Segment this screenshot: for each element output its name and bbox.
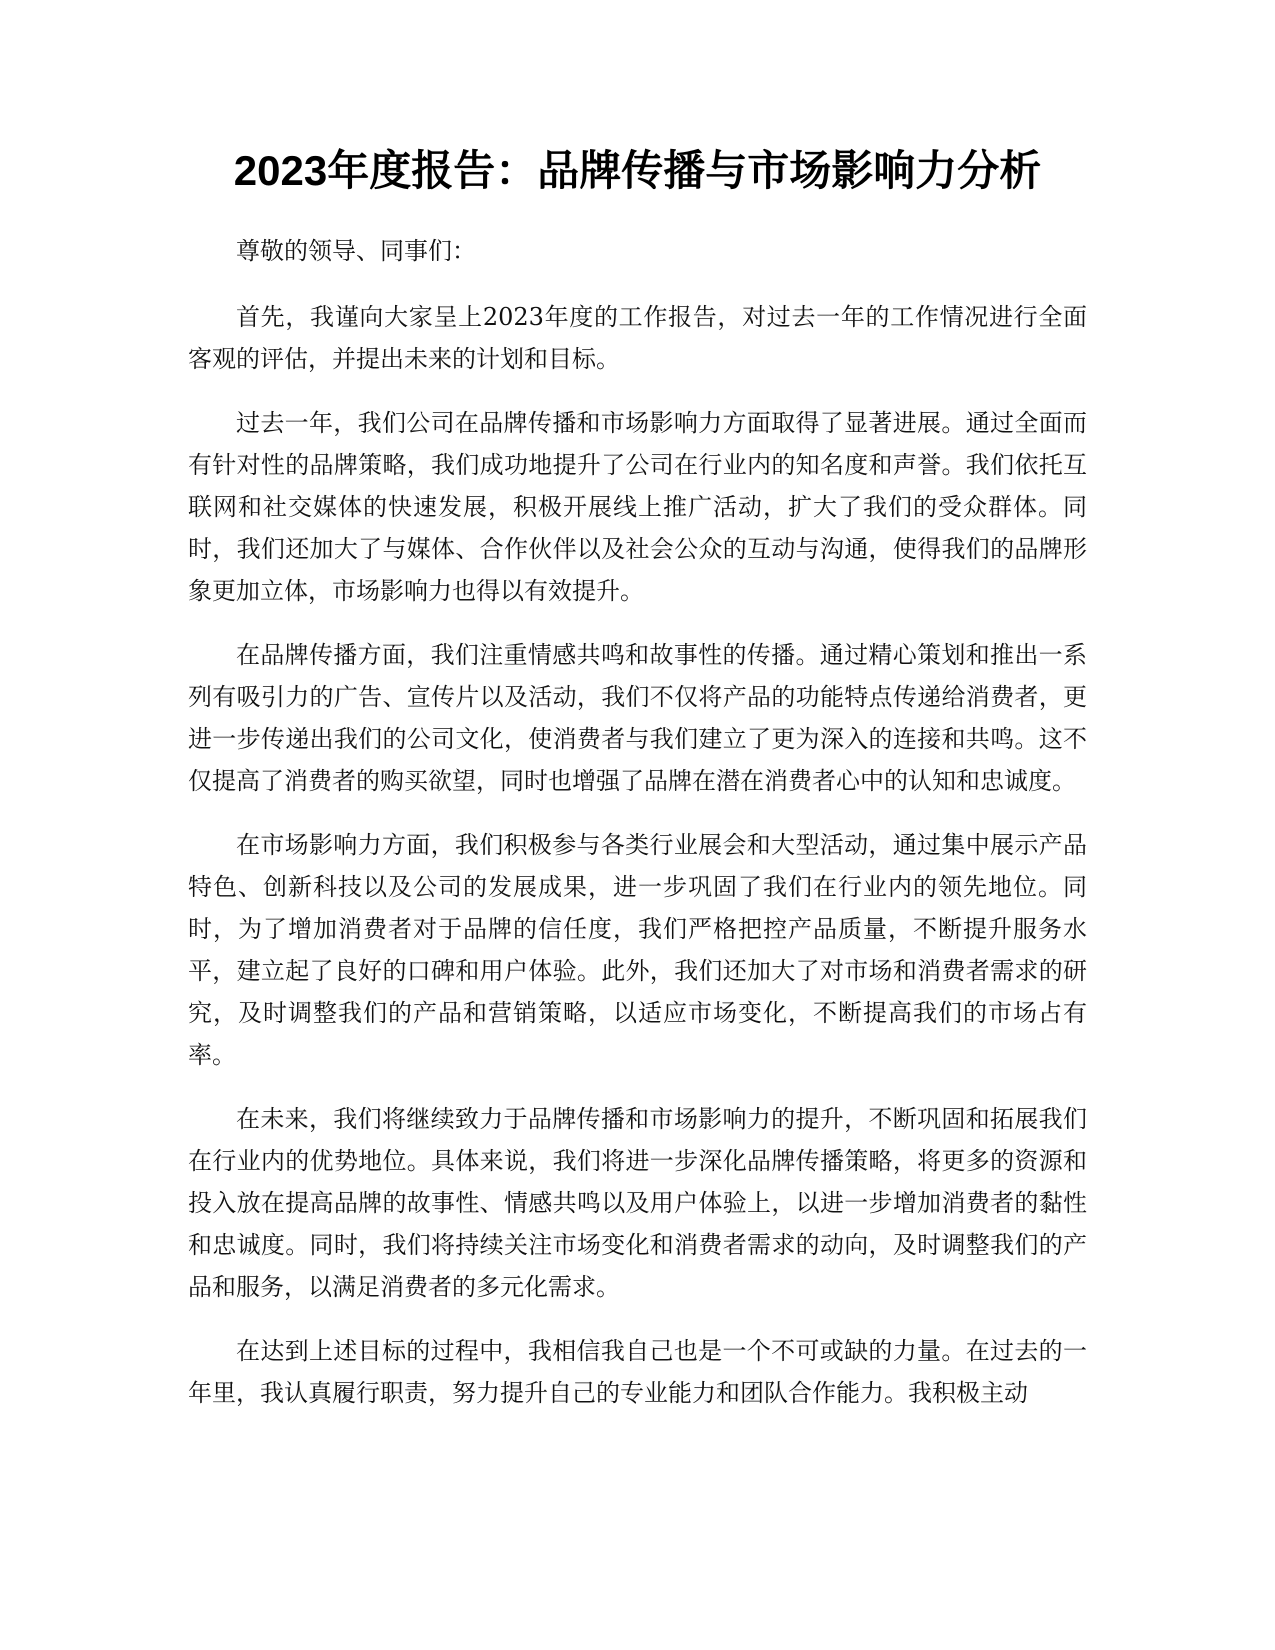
market-influence-paragraph: 在市场影响力方面，我们积极参与各类行业展会和大型活动，通过集中展示产品特色、创新科技以及公司的发展成果，进一步巩固了我们在行业内的领先地位。同时，为了增加消费者对于品牌的信任度，我们严格把控产品质量，不断提升服务水平，建立起了良好的口碑和用户体验。此外，我们还加大了对市场和消费者需求的研究，及时调整我们的产品和营销策略，以适应市场变化，不断提高我们的市场占有率。 — [188, 831, 1087, 1069]
personal-contribution-paragraph: 在达到上述目标的过程中，我相信我自己也是一个不可或缺的力量。在过去的一年里，我认真履行职责，努力提升自己的专业能力和团队合作能力。我积极主动 — [188, 1337, 1087, 1407]
review-paragraph: 过去一年，我们公司在品牌传播和市场影响力方面取得了显著进展。通过全面而有针对性的品牌策略，我们成功地提升了公司在行业内的知名度和声誉。我们依托互联网和社交媒体的快速发展，积极开展线上推广活动，扩大了我们的受众群体。同时，我们还加大了与媒体、合作伙伴以及社会公众的互动与沟通，使得我们的品牌形象更加立体，市场影响力也得以有效提升。 — [188, 409, 1087, 605]
salutation-paragraph: 尊敬的领导、同事们： — [236, 237, 476, 265]
intro-paragraph: 首先，我谨向大家呈上2023年度的工作报告，对过去一年的工作情况进行全面客观的评估，并提出未来的计划和目标。 — [188, 303, 1087, 373]
brand-communication-paragraph: 在品牌传播方面，我们注重情感共鸣和故事性的传播。通过精心策划和推出一系列有吸引力的广告、宣传片以及活动，我们不仅将产品的功能特点传递给消费者，更进一步传递出我们的公司文化，使消费者与我们建立了更为深入的连接和共鸣。这不仅提高了消费者的购买欲望，同时也增强了品牌在潜在消费者心中的认知和忠诚度。 — [188, 641, 1087, 795]
future-plan-paragraph: 在未来，我们将继续致力于品牌传播和市场影响力的提升，不断巩固和拓展我们在行业内的优势地位。具体来说，我们将进一步深化品牌传播策略，将更多的资源和投入放在提高品牌的故事性、情感共鸣以及用户体验上，以进一步增加消费者的黏性和忠诚度。同时，我们将持续关注市场变化和消费者需求的动向，及时调整我们的产品和服务，以满足消费者的多元化需求。 — [188, 1105, 1087, 1301]
document-title: 2023年度报告：品牌传播与市场影响力分析 — [233, 147, 1042, 194]
